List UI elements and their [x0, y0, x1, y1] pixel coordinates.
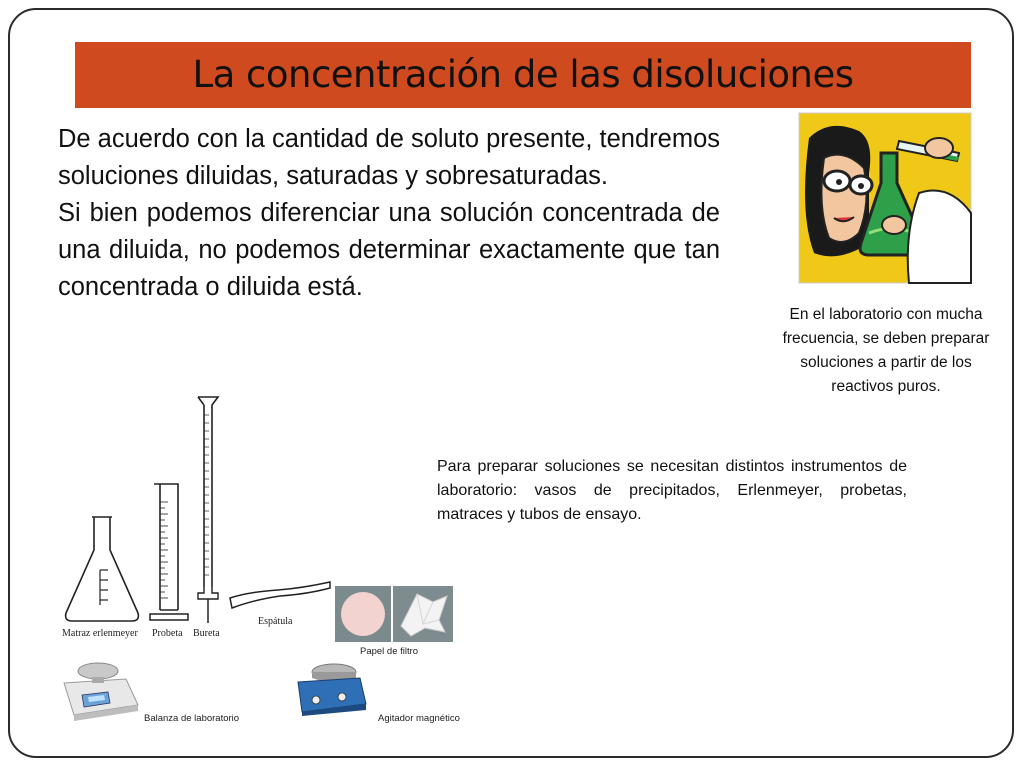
erlenmeyer-flask-icon [62, 515, 142, 625]
label-stirrer: Agitador magnético [378, 713, 460, 724]
main-paragraph-2: Si bien podemos diferenciar una solución concentrada de una diluida, no podemos determinar exactamente que tan concentrada o diluida está. [58, 199, 720, 301]
label-flask: Matraz erlenmeyer [62, 628, 138, 639]
spatula-icon [228, 578, 332, 610]
filter-paper-icon [335, 586, 453, 642]
main-paragraph-1: De acuerdo con la cantidad de soluto presente, tendremos soluciones diluidas, saturadas y sobresaturadas. [58, 125, 721, 190]
title-bar [75, 42, 971, 108]
scientist-illustration [799, 113, 971, 283]
label-filter-paper: Papel de filtro [360, 646, 419, 657]
slide-title: La concentración de las disoluciones [192, 53, 854, 96]
label-cylinder: Probeta [152, 628, 183, 639]
burette-icon [196, 395, 226, 627]
magnetic-stirrer-icon [294, 660, 368, 716]
label-balance: Balanza de laboratorio [144, 713, 240, 724]
main-text-block [58, 121, 720, 306]
label-spatula: Espátula [258, 616, 293, 627]
graduated-cylinder-icon [148, 482, 190, 622]
image-caption: En el laboratorio con mucha frecuencia, se deben preparar soluciones a partir de los reactivos puros. [782, 306, 990, 395]
label-burette: Bureta [193, 628, 220, 639]
balance-icon [60, 655, 140, 721]
instruments-paragraph: Para preparar soluciones se necesitan distintos instrumentos de laboratorio: vasos de precipitados, Erlenmeyer, probetas, matraces y tubos de ensayo. [437, 458, 907, 523]
